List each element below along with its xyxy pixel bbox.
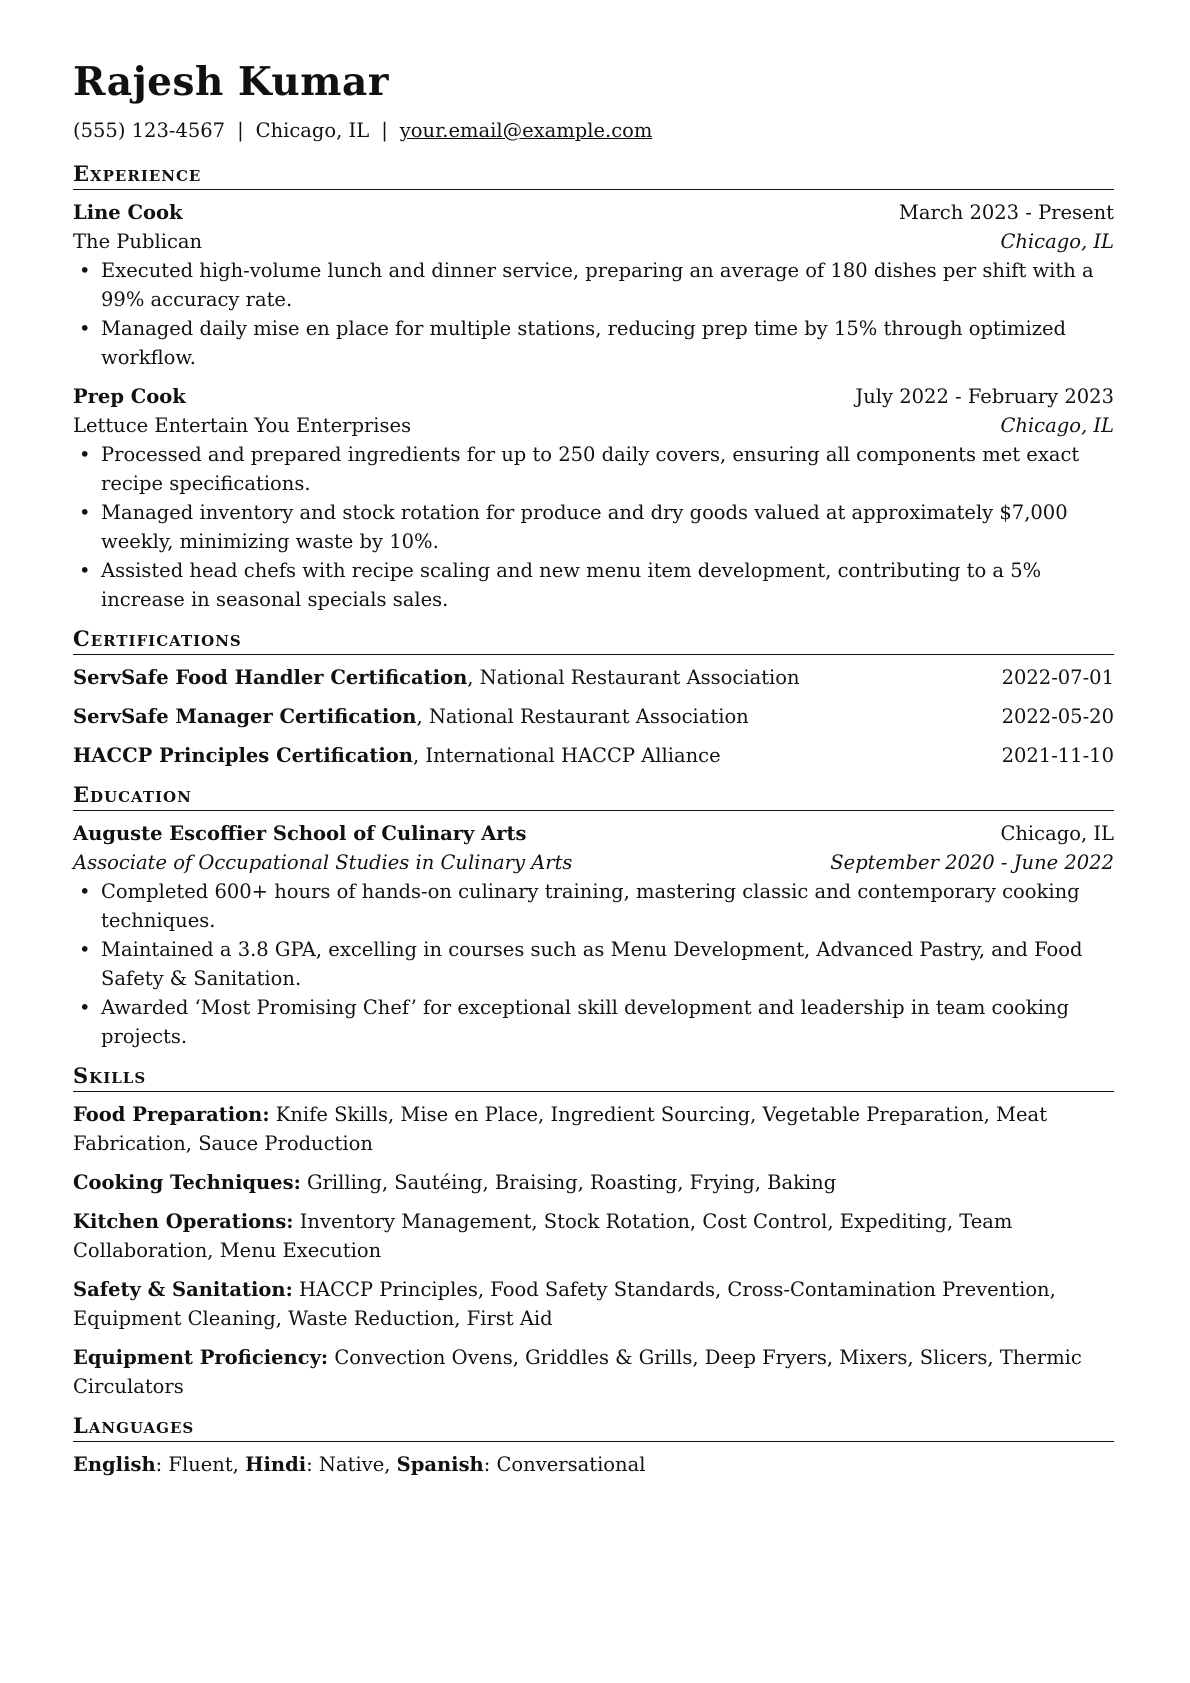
skill-row: [73, 1100, 1114, 1158]
skill-row: [73, 1275, 1114, 1333]
bullet-list: [73, 256, 1114, 372]
language-level: : Native,: [306, 1453, 397, 1476]
bullet-item: • Managed daily mise en place for multiple stations, reducing prep time by 15% through optimized workflow.: [101, 314, 1114, 372]
bullet-item: • Executed high-volume lunch and dinner service, preparing an average of 180 dishes per shift with a 99% accuracy rate.: [101, 256, 1114, 314]
email-link[interactable]: your.email@example.com: [399, 119, 653, 142]
language-level: : Fluent,: [155, 1453, 246, 1476]
section-title-skills: Skills: [73, 1061, 1114, 1092]
job-location: Chicago, IL: [1000, 414, 1114, 437]
skill-label: Cooking Techniques:: [73, 1171, 301, 1194]
education-dates: September 2020 - June 2022: [830, 851, 1114, 874]
company: The Publican: [73, 230, 203, 253]
bullet-item: • Managed inventory and stock rotation for produce and dry goods valued at approximately $7,000 weekly, minimizing waste by 10%.: [101, 498, 1114, 556]
contact-line: [73, 116, 1114, 145]
language-name: Spanish: [396, 1453, 484, 1476]
bullet-item: • Awarded ‘Most Promising Chef’ for exceptional skill development and leadership in team cooking projects.: [101, 993, 1114, 1051]
languages-line: [73, 1450, 1114, 1479]
cert-date: 2021-11-10: [1001, 744, 1114, 767]
certification-row: [73, 741, 1114, 770]
bullet-list: [73, 440, 1114, 614]
cert-name: ServSafe Manager Certification: [73, 705, 417, 728]
bullet-item: • Maintained a 3.8 GPA, excelling in courses such as Menu Development, Advanced Pastry, and Food Safety & Sanitation.: [101, 935, 1114, 993]
cert-issuer: , International HACCP Alliance: [412, 744, 721, 767]
section-title-certifications: Certifications: [73, 624, 1114, 655]
bullet-item: • Assisted head chefs with recipe scaling and new menu item development, contributing to a 5% increase in seasonal specials sales.: [101, 556, 1114, 614]
degree: Associate of Occupational Studies in Culinary Arts: [73, 851, 573, 874]
company: Lettuce Entertain You Enterprises: [73, 414, 412, 437]
bullet-item: • Processed and prepared ingredients for up to 250 daily covers, ensuring all components met exact recipe specifications.: [101, 440, 1114, 498]
section-title-languages: Languages: [73, 1411, 1114, 1442]
section-title-education: Education: [73, 780, 1114, 811]
language-name: English: [73, 1453, 156, 1476]
job-dates: March 2023 - Present: [898, 201, 1114, 224]
skill-row: [73, 1207, 1114, 1265]
phone: (555) 123-4567: [73, 119, 226, 142]
certification-row: [73, 663, 1114, 692]
bullet-list: [73, 877, 1114, 1051]
language-level: : Conversational: [483, 1453, 646, 1476]
school-name: Auguste Escoffier School of Culinary Arts: [73, 822, 527, 845]
separator: |: [381, 119, 388, 142]
skill-value: Inventory Management, Stock Rotation, Cost Control, Expediting, Team Collaboration, Menu Execution: [73, 1210, 1013, 1262]
cert-date: 2022-05-20: [1001, 705, 1114, 728]
job-location: Chicago, IL: [1000, 230, 1114, 253]
language-name: Hindi: [245, 1453, 307, 1476]
bullet-item: • Completed 600+ hours of hands-on culinary training, mastering classic and contemporary cooking techniques.: [101, 877, 1114, 935]
cert-issuer: , National Restaurant Association: [416, 705, 749, 728]
skill-value: Knife Skills, Mise en Place, Ingredient Sourcing, Vegetable Preparation, Meat Fabrication, Sauce Production: [73, 1103, 1048, 1155]
cert-name: ServSafe Food Handler Certification: [73, 666, 468, 689]
skill-row: [73, 1343, 1114, 1401]
skill-label: Equipment Proficiency:: [73, 1346, 329, 1369]
job-title: Line Cook: [73, 201, 183, 224]
separator: |: [237, 119, 244, 142]
section-title-experience: Experience: [73, 159, 1114, 190]
location: Chicago, IL: [255, 119, 370, 142]
job-title: Prep Cook: [73, 385, 186, 408]
cert-date: 2022-07-01: [1001, 666, 1114, 689]
skill-value: Convection Ovens, Griddles & Grills, Deep Fryers, Mixers, Slicers, Thermic Circulators: [73, 1346, 1082, 1398]
skill-value: Grilling, Sautéing, Braising, Roasting, Frying, Baking: [300, 1171, 837, 1194]
job-dates: July 2022 - February 2023: [855, 385, 1114, 408]
skill-label: Safety & Sanitation:: [73, 1278, 293, 1301]
skill-row: [73, 1168, 1114, 1197]
experience-entry: [73, 382, 1114, 614]
experience-entry: [73, 198, 1114, 372]
skill-label: Food Preparation:: [73, 1103, 270, 1126]
cert-issuer: , National Restaurant Association: [467, 666, 800, 689]
cert-name: HACCP Principles Certification: [73, 744, 413, 767]
skill-value: HACCP Principles, Food Safety Standards, Cross-Contamination Prevention, Equipment Cleaning, Waste Reduction, First Aid: [73, 1278, 1056, 1330]
school-location: Chicago, IL: [1000, 822, 1114, 845]
skill-label: Kitchen Operations:: [73, 1210, 294, 1233]
certification-row: [73, 702, 1114, 731]
education-entry: [73, 819, 1114, 1051]
candidate-name: Rajesh Kumar: [73, 59, 389, 105]
